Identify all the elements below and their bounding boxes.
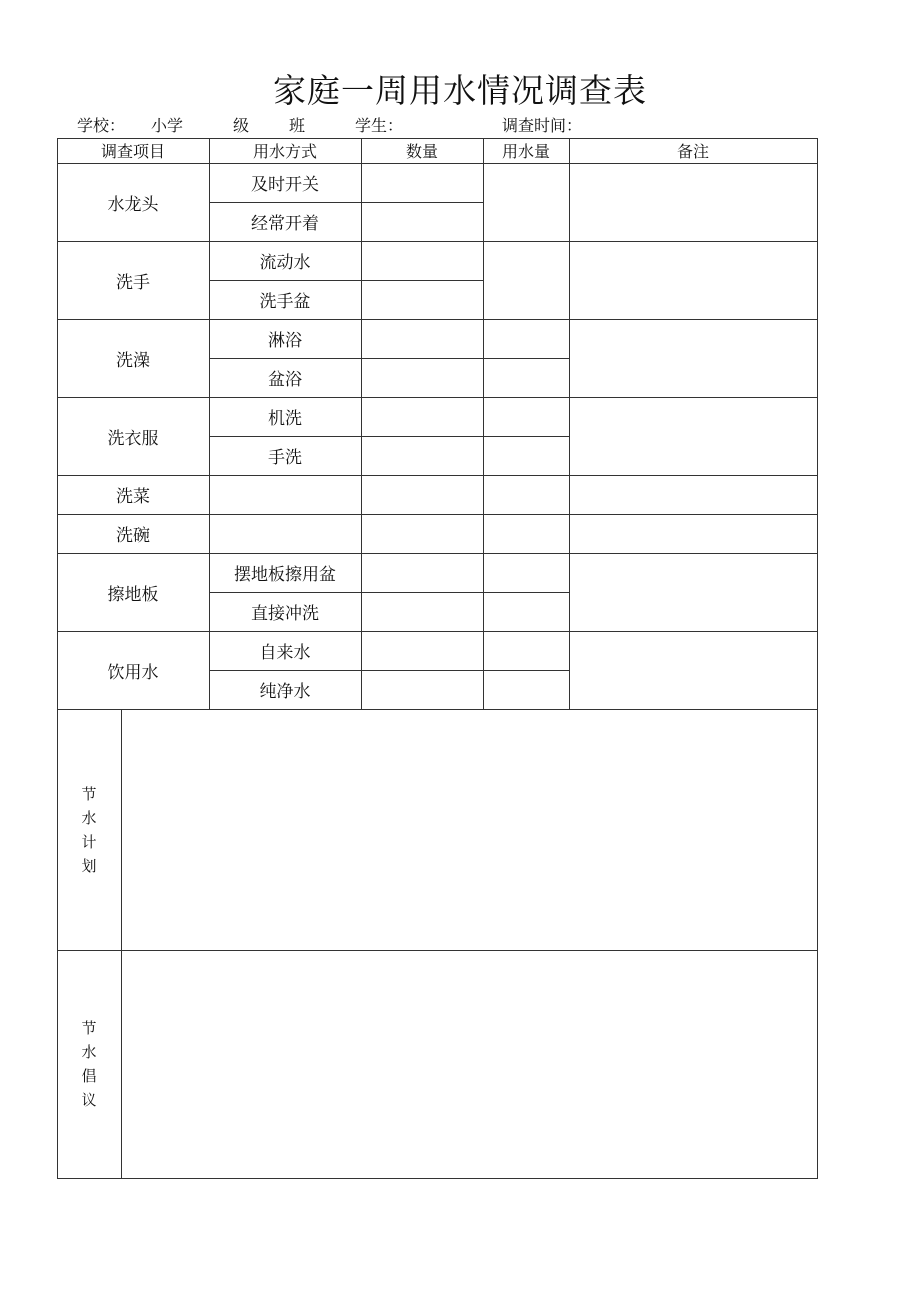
water-method-label: 摆地板擦用盆 [234, 565, 336, 585]
survey-item-label: 擦地板 [107, 584, 159, 605]
student-label: 学生： [355, 116, 404, 135]
table-vline [361, 241, 362, 320]
section-label-char: 节 [81, 1019, 97, 1037]
survey-item-label: 饮用水 [107, 662, 159, 683]
water-method-label: 洗手盆 [259, 292, 311, 312]
table-vline [483, 319, 484, 398]
water-method-label: 流动水 [259, 253, 311, 273]
survey-item-label: 水龙头 [107, 194, 159, 215]
primary-label: 小学 [151, 116, 184, 135]
table-hline [209, 358, 570, 359]
water-saving-proposal-label [57, 950, 121, 1178]
table-vline [569, 514, 570, 554]
table-hline [209, 592, 570, 593]
table-vline [569, 241, 570, 320]
section-label-char: 节 [81, 784, 97, 803]
table-vline [569, 553, 570, 632]
water-method-label: 手洗 [268, 448, 302, 468]
table-vline [361, 138, 362, 164]
survey-item-label: 洗衣服 [107, 428, 159, 449]
table-vline [361, 163, 362, 242]
school-label: 学校： [77, 116, 126, 135]
table-vline [483, 475, 484, 515]
header-cell: 用水量 [501, 142, 550, 161]
water-method-label: 机洗 [268, 409, 302, 429]
table-vline [209, 475, 210, 515]
table-hline [57, 1178, 818, 1179]
table-vline [569, 631, 570, 710]
table-vline [361, 553, 362, 632]
table-vline [569, 138, 570, 164]
survey-time-label: 调查时间： [502, 116, 583, 135]
table-vline [209, 138, 210, 164]
table-vline [569, 319, 570, 398]
survey-item-label: 洗菜 [116, 487, 150, 507]
water-method-label: 纯净水 [259, 682, 311, 702]
table-vline [569, 475, 570, 515]
table-vline [483, 163, 484, 242]
table-hline [209, 670, 570, 671]
header-cell: 调查项目 [100, 142, 165, 161]
water-method-label: 经常开着 [251, 214, 319, 234]
table-vline [209, 319, 210, 398]
class-label: 班 [289, 116, 306, 135]
table-vline [483, 631, 484, 710]
table-vline [361, 631, 362, 710]
table-vline [361, 319, 362, 398]
water-saving-plan-area[interactable] [122, 710, 817, 950]
table-vline [361, 475, 362, 515]
table-vline [209, 553, 210, 632]
survey-item-label: 洗澡 [116, 350, 150, 371]
survey-item-label: 洗手 [116, 272, 150, 293]
table-vline [569, 163, 570, 242]
table-hline [209, 436, 570, 437]
section-label-char: 水 [81, 808, 97, 827]
water-method-label: 自来水 [259, 643, 311, 663]
header-cell: 数量 [405, 142, 438, 161]
table-hline [209, 202, 484, 203]
table-vline [483, 514, 484, 554]
water-method-label: 及时开关 [251, 175, 319, 195]
table-vline [209, 514, 210, 554]
table-vline [483, 397, 484, 476]
table-vline [569, 397, 570, 476]
table-vline [209, 163, 210, 242]
table-vline [483, 553, 484, 632]
water-saving-plan-label [57, 709, 121, 950]
table-vline [817, 138, 818, 1179]
table-vline [361, 514, 362, 554]
water-method-label: 淋浴 [268, 331, 302, 351]
section-label-char: 水 [81, 1043, 97, 1061]
survey-item-label: 洗碗 [116, 526, 150, 546]
header-cell: 备注 [676, 142, 709, 161]
table-vline [209, 241, 210, 320]
water-saving-proposal-area[interactable] [122, 951, 817, 1178]
grade-label: 级 [233, 116, 250, 135]
header-cell: 用水方式 [252, 142, 317, 161]
section-label-char: 划 [81, 856, 97, 875]
table-vline [483, 138, 484, 164]
table-vline [209, 397, 210, 476]
water-method-label: 盆浴 [268, 370, 302, 390]
section-label-char: 计 [81, 832, 97, 851]
table-vline [483, 241, 484, 320]
table-hline [209, 280, 484, 281]
water-method-label: 直接冲洗 [251, 604, 319, 624]
table-vline [361, 397, 362, 476]
section-label-char: 议 [81, 1091, 97, 1109]
section-label-char: 倡 [81, 1067, 97, 1085]
page-title: 家庭一周用水情况调查表 [273, 71, 647, 110]
table-vline [209, 631, 210, 710]
